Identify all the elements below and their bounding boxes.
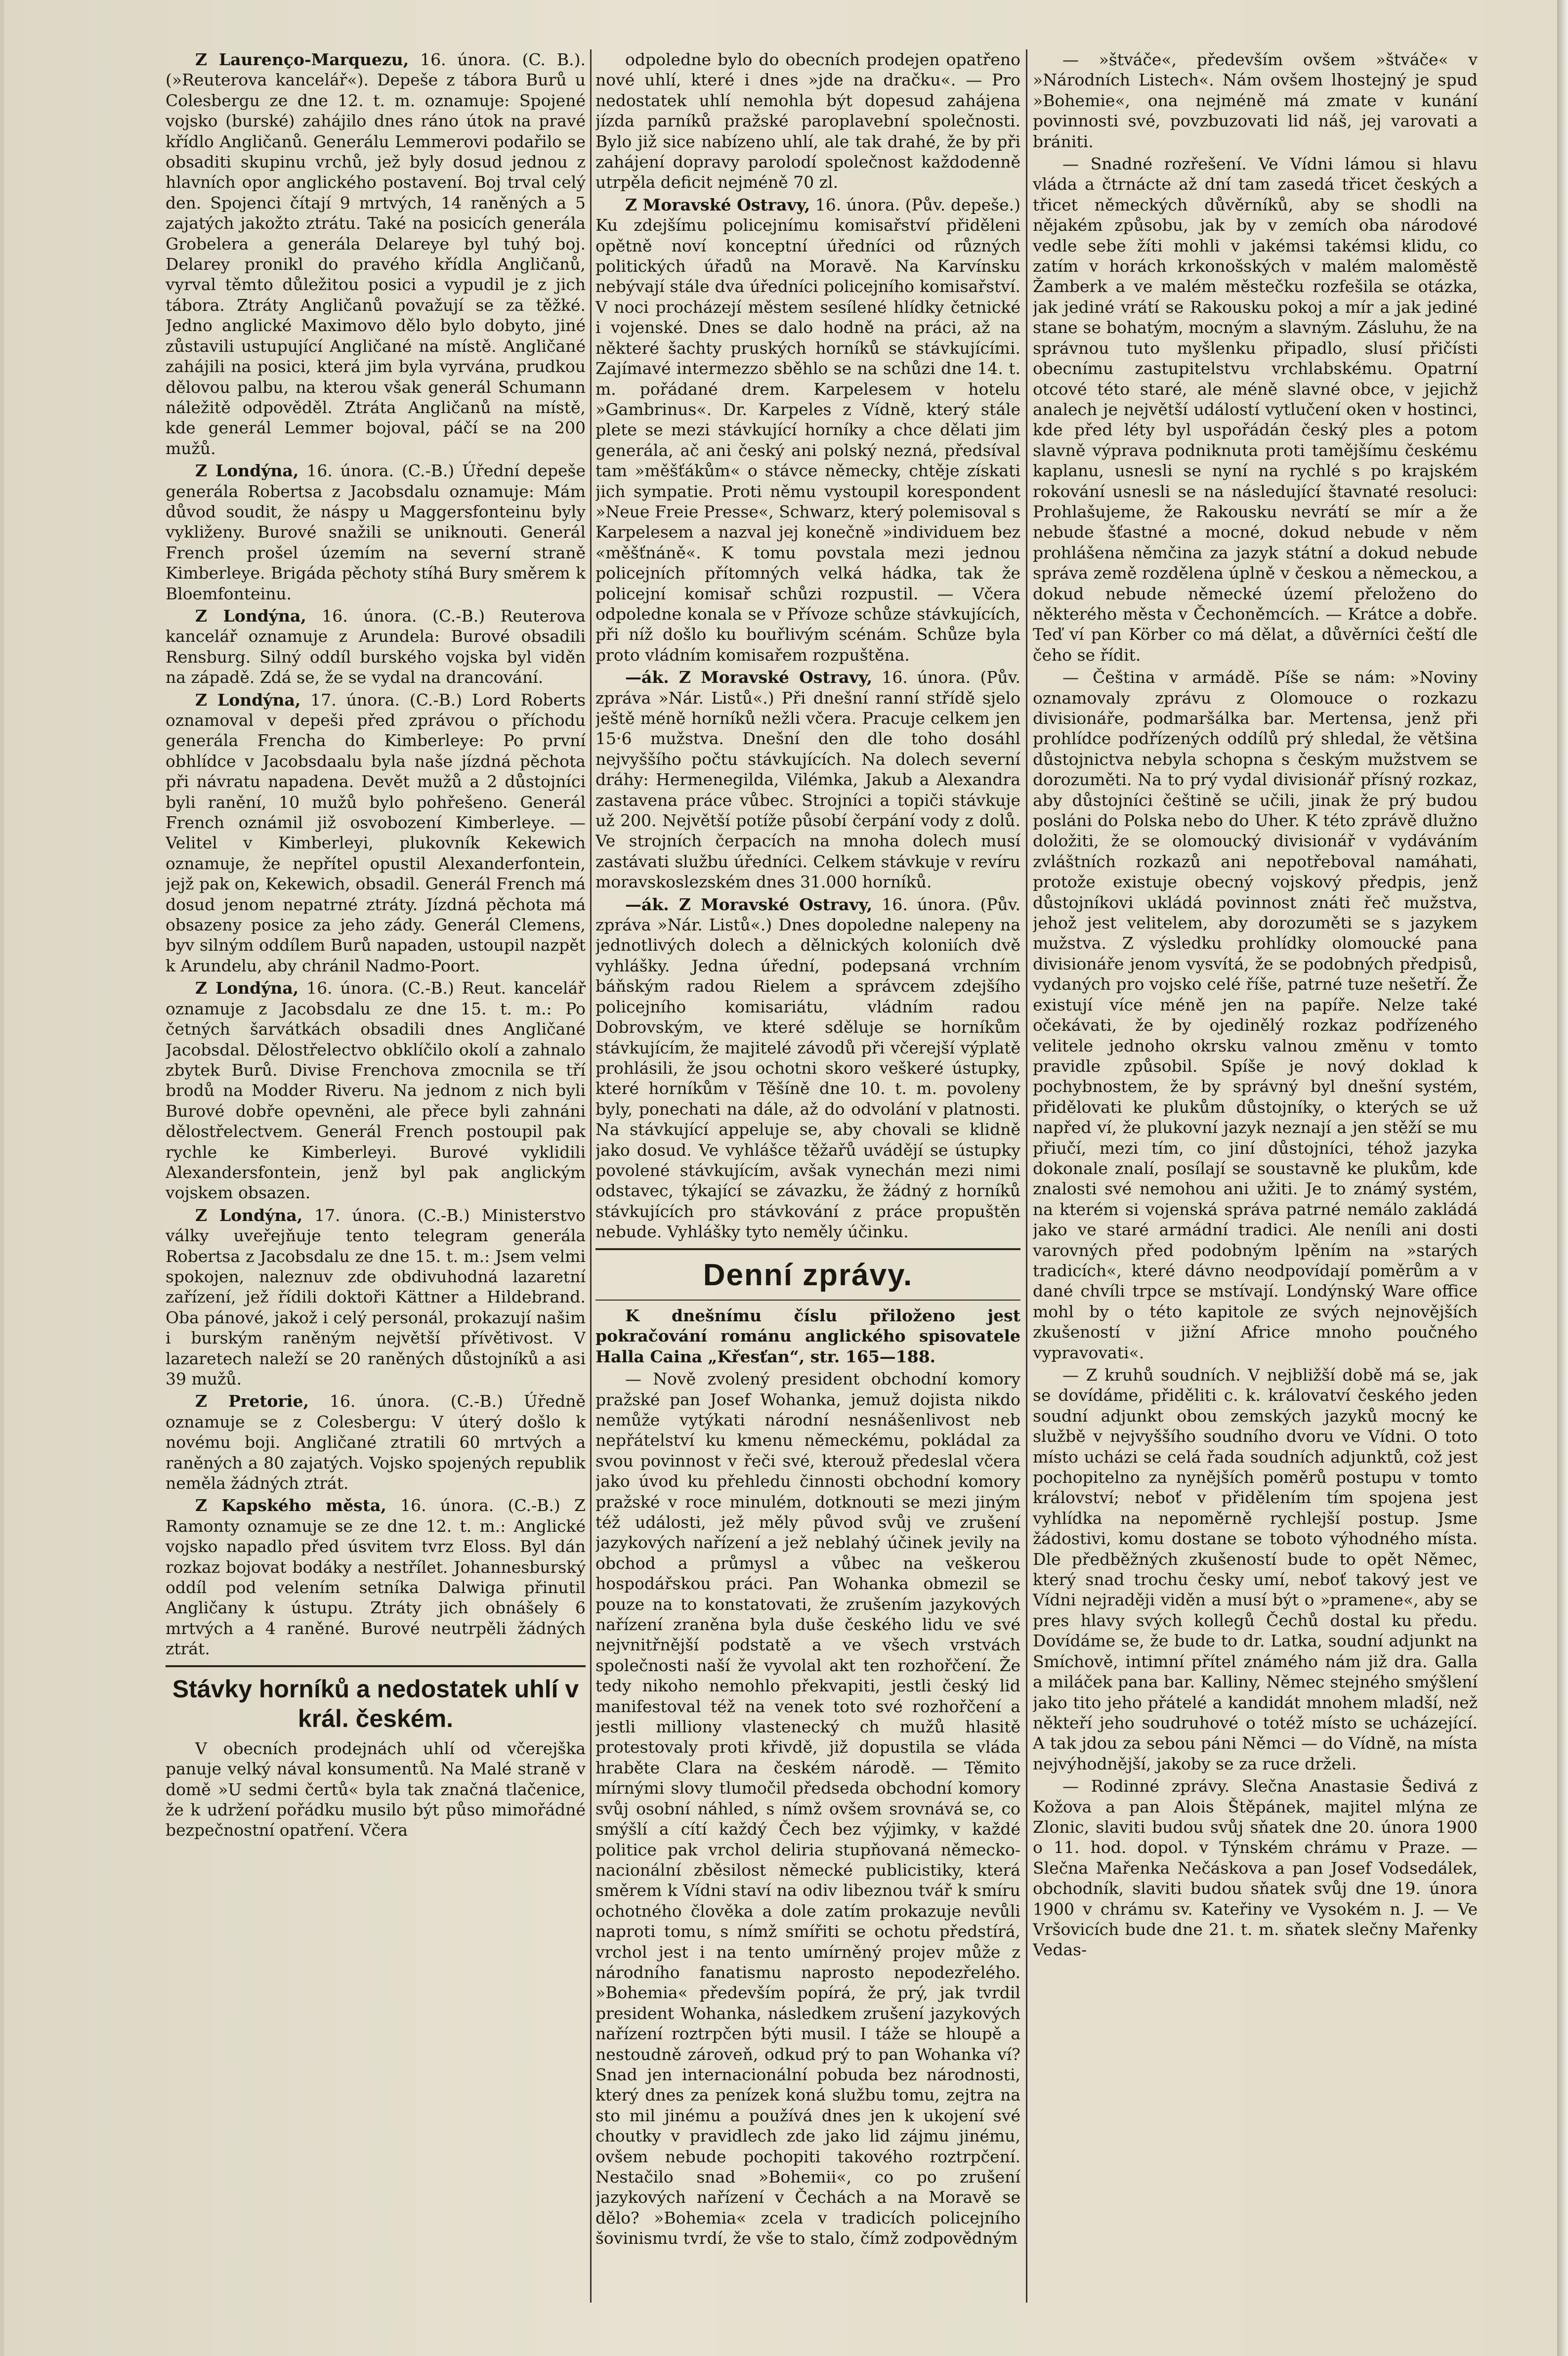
article-date: 16. února. (C.-B.) Reut. (306, 978, 507, 998)
article-date: 16. února. (C.-B.) (322, 606, 485, 626)
dateline: Z Londýna, (195, 690, 301, 710)
dateline: Z Pretorie, (195, 1391, 309, 1411)
article-text: Lord Roberts oznamoval v depeši před zprávou o příchodu generála Frencha do Kimberleye: Po první obhlídce v Jacobsdaalu byla naše jízdná pěchota při návratu napadena. Devět mužů a 2 důstojníci byli ranění, 10 mužů bylo pohřešeno. Generál French oznámil již osvobození Kimberleye. — Velitel v Kimberleyi, plukovník Kekewich oznamuje, že nepřítel opustil Alexanderfontein, jejž pak on, Kekewich, obsadil. Generál French má dosud jenom nepatrné ztráty. Jízdná pěchota má obsazeny posice za jeho zády. Generál Clemens, byv silným oddílem Burů napaden, ustoupil nazpět k Arundelu, aby chránil Nadmo-Poort. (166, 690, 586, 975)
article-text: (Pův. zpráva »Nár. Listů«.) Při dnešní ranní střídě sjelo ještě méně horníků nežli včera. Pracuje celkem jen 15·6 mužstva. Dnešní den dle toho dosáhl nejvyššího počtu stávkujících. Na dolech severní dráhy: Hermenegilda, Vilémka, Jakub a Alexandra zastavena práce vůbec. Strojníci a topiči stávkuje už 200. Největší potíže působí čerpání vody z dolů. Ve strojních čerpacích na mnoha dolech musí zastávati službu úředníci. Celkem stávkuje v revíru moravskoslezském dnes 31.000 horníků. (595, 668, 1020, 892)
page-left-edge (0, 0, 4, 2356)
rodinne-zpravy-article: — Rodinné zprávy. Slečna Anastasie Šedivá z Kožova a pan Alois Štěpánek, majitel mlýna ze Zlonic, slaviti budou svůj sňatek dne 20. února 1900 o 11. hod. dopol. v Týnském chrámu v Praze. — Slečna Mařenka Nečáskova a pan Josef Vodsedálek, obchodník, slaviti budou sňatek svůj dne 19. února 1900 v chrámu sv. Kateřiny ve Vysokém n. J. — Ve Vršovicích bude dne 21. t. m. sňatek slečny Mařenky Vedas- (1033, 1776, 1478, 1960)
column-rule-1 (590, 49, 592, 2303)
article-text: Úředně oznamuje se z Colesbergu: V úterý došlo k novému boji. Angličané ztratili 60 mrtvých a raněných a 80 zajatých. Vojsko spojených republik neměla žádných ztrát. (166, 1391, 586, 1493)
article-date: 16. února. (C.-B.) (400, 1496, 560, 1515)
article-date: 17. února. (C.-B.) (314, 1205, 470, 1225)
article-date: 16. února. (C.-B.) (329, 1391, 503, 1411)
dateline: Z Moravské Ostravy, (625, 195, 810, 214)
column-middle (595, 49, 1020, 2303)
report (595, 195, 1020, 665)
report (595, 894, 1020, 1242)
article (166, 49, 586, 459)
column-left (166, 49, 586, 2303)
snadne-rozreseni-article: — Snadné rozřešení. Ve Vídni lámou si hlavu vláda a čtrnácte až dní tam zasedá třicet českých a třicet německých důvěrníků, aby se shodli na nějakém způsobu, jak by v zemích oba národové vedle sebe žíti mohli v jakémsi takémsi klidu, co zatím v horách krkonošských v malém maloměstě Žamberk a ve malém městečku rozfešila se otázka, jak jediné vrátí se Rakousku pokoj a mír a jak jediné stane se bohatým, mocným a slavným. Zásluhu, že na správnou tuto myšlenku připadlo, slusí přičísti obecnímu zastupitelstvu vrchlabskému. Opatrní otcové této staré, ale méně slavné obce, v jejichž analech je největší událostí vytlučení oken v hostinci, kde před léty byl uspořádán český ples a potom slavně výprava podniknuta proti tamějšímu českému kaplanu, usnesli se nyní na rychlé s po krajském rokování usnesli se na následující štavnaté resoluci: Prohlašujeme, že Rakousku nevrátí se mír a že nebude šťastné a mocné, dokud nebude v něm prohlášena němčina za jazyk státní a dokud nebude správa země rozdělena úplně v českou a německou, a dokud nebude německé území přeloženo do některého města v Čechoněmcích. — Krátce a dobře. Teď ví pan Körber co má dělat, a důvěrníci čeští dle čeho se řídit. (1033, 154, 1478, 665)
page-right-edge (1557, 0, 1568, 2356)
article (166, 690, 586, 976)
dateline: Z Kapského města, (195, 1496, 386, 1515)
article-text: kancelář oznamuje z Jacobsdalu ze dne 15. t. m.: Po četných šarvátkách obsadili dnes Angličané Jacobsdal. Dělostřelectvo obklíčilo okolí a zahnalo zbytek Burů. Divise Frenchova zmocnila se tří brodů na Modder Riveru. Na jednom z nich byli Burové dobře opevněni, ale přece byli zahnáni dělostřelectvem. Generál French postoupil pak rychle ke Kimberleyi. Burové vyklidili Alexandersfontein, jenž byl pak anglickým vojskem obsazen. (166, 978, 586, 1203)
strikes-text: V obecních prodejnách uhlí od včerejška panuje velký nával konsumentů. Na Malé straně v domě »U sedmi čertů« byla tak značná tlačenice, že k udržení pořádku musilo být půso mimořádné bezpečnostní opatření. Včera (166, 1738, 586, 1840)
column-right (1033, 49, 1478, 2303)
section-divider (166, 1665, 586, 1667)
article-date: 17. února. (C.-B.) (310, 690, 463, 710)
section-heading-strikes: Stávky horníků a nedostatek uhlí v král. českém. (172, 1675, 579, 1732)
novel-notice: K dnešnímu číslu přiloženo jest pokračování románu anglického spisovatele Halla Caina „Křesťan“, str. 165—188. (595, 1305, 1020, 1366)
article-date: 16. února. (420, 50, 511, 69)
column-rule-2 (1026, 49, 1027, 2303)
article-text: (C. B.). (»Reuterova kancelář«). Depeše z tábora Burů u Colesbergu ze dne 12. t. m. oznamuje: Spojené vojsko (burské) zahájilo dnes ráno útok na pravé křídlo Angličanů. Generálu Lemmerovi podařilo se obsaditi skupinu vrchů, jež byly dosud jednou z hlavních opor anglického postavení. Boj trval celý den. Spojenci čítají 9 mrtvých, 14 raněných a 5 zajatých jakožto ztrátu. Také na posicích generála Grobelera a generála Delareye byl tuhý boj. Delarey pronikl do pravého křídla Angličanů, vyrval těmto důležitou posici a vypudil je z jich tábora. Ztráty Angličanů považují se za těžké. Jedno anglické Maximovo dělo bylo dobyto, jiné zůstavili ustupující Angličané na místě. Angličané zahájili na posici, která jim byla vyrvána, prudkou dělovou palbu, na kterou však generál Schumann náležitě odpověděl. Ztráta Angličanů na místě, kde generál Lemmer bojoval, páčí se na 200 mužů. (166, 50, 586, 458)
article-text: Ministerstvo války uveřejňuje tento telegram generála Robertsa z Jacobsdalu ze dne 15. t. m.: Jsem velmi spokojen, naleznuv zde obdivuhodná lazaretní zařízení, jež řídili doktoři Kättner a Hildebrand. Oba pánové, jakož i celý personál, prokazují našim i burským raněným největší přívětivost. V lazaretech naleží se 20 raněných důstojníků a asi 39 mužů. (166, 1205, 586, 1388)
article (166, 1495, 586, 1659)
article-text: Reuterova kancelář oznamuje z Arundela: Burové obsadili Rensburg. Silný oddíl burského vojska byl viděn na západě. Zdá se, že se vydal na drancování. (166, 606, 586, 687)
report (595, 667, 1020, 892)
section-divider-thin (595, 1300, 1020, 1301)
article (166, 606, 586, 688)
article-date: 16. února. (882, 894, 971, 914)
article (166, 461, 586, 604)
bohemia-continuation: — »štváče«, především ovšem »štváče« v »Národních Listech«. Nám ovšem lhostejný je spud »Bohemie«, ona nejméně má zmate v kunání povinnosti své, povzbuzovati lid náš, jej varovati a brániti. (1033, 50, 1478, 151)
dateline: —ák. Z Moravské Ostravy, (625, 668, 873, 687)
dateline: Z Londýna, (195, 606, 306, 626)
section-divider (595, 1248, 1020, 1250)
wohanka-article: — Nově zvolený president obchodní komory pražské pan Josef Wohanka, jemuž dojista nikdo nemůže vytýkati národní nesnášenlivost neb nepřátelství ku kmenu německému, pokládal za svou povinnost v řeči své, kterouž předeslal včera jako úvod ku přehledu činnosti obchodní komory pražské v roce minulém, dotknouti se mezi jiným též události, jež měly původ svůj ve zrušení jazykových nařízení a jež neblahý účinek jevily na obchod a průmysl a vůbec na veškerou hospodářskou práci. Pan Wohanka obmezil se pouze na to konstatovati, že zrušením jazykových nařízení zraněna byla duše českého lidu ve své nejvnitřnější podstatě a ve všech vrstvách společnosti naší že vyvolal akt ten rozhořčení. Že tedy nikoho nemohlo překvapiti, jestli český lid manifestoval též na venek toto své rozhořčení a jestli milliony vlastenecký ch mužů hlasitě protestovaly proti křivdě, již dopustila se vláda hraběte Clara na českém národě. — Těmito mírnými slovy tlumočil předseda obchodní komory svůj osobní náhled, s nímž ovšem srovnává se, co smýšlí a cítí každý Čech bez výjimky, v každé politice pak vrchol deliria stupňovaná německo-nacionální zběsilost německé publicistiky, která směrem k Vídni staví na odiv libeznou tvář k smíru ochotného člověka a dole zatím prokazuje nevůli naproti tomu, s nímž smířiti se ochotu předstírá, vrchol jest i na tento umírněný projev může z národního fanatismu naprosto nepodezřelého. »Bohemia« především popírá, že prý, jak tvrdil president Wohanka, následkem zrušení jazykových nařízení roztrpčen býti musil. I táže se hloupě a nestoudně zároveň, odkud prý to pan Wohanka ví? Snad jen internacionální pobuda bez národnosti, který dnes za penízek koná službu tomu, zejtra na sto mil jinému a používá dnes jen k ukojení své choutky v pravidlech zde jako lid zájmu jinému, ovšem nebude pochopiti takového roztrpčení. Nestačilo snad »Bohemii«, co po zrušení jazykových nařízení v Čechách a na Moravě se dělo? »Bohemia« zcela v tradicích policejního šovinismu tvrdí, že vše to stalo, čímž zodpovědným (595, 1369, 1020, 2248)
z-kruhu-soudnich-article: — Z kruhů soudních. V nejbližší době má se, jak se dovídáme, přiděliti c. k. královatví českého jeden soudní adjunkt obou zemských jazyků mocný ke službě v nejvyššího soudního dvoru ve Vídni. O toto místo ucházi se celá řada soudních adjunktů, což jest pochopitelno za nynějších poměrů postupu v tomto království; neboť v přidělením tím spojena jest vyhlídka na nepoměrně rychlejší postup. Jsme žádostivi, komu dostane se toboto výhodného místa. Dle předběžných zkušeností bude to opět Němec, který snad trochu česky umí, neboť takový jest ve Vídni nejraději viděn a musí být o »pramene«, aby se pres hlavy svých kollegů Čechů dostal ku předu. Dovídáme se, že bude to dr. Latka, soudní adjunkt na Smíchově, intimní přítel známého nám již dra. Galla a miláček pana bar. Kalliny, Němec stejného smýšlení jako tito jeho přátelé a kandidát mnohem mladší, než někteří jeho soudruhové o totéž místo se ucházející. A tak jdou za sebou páni Němci — do Vídně, na místa nejvýhodnější, jakoby se za ruce drželi. (1033, 1365, 1478, 1773)
dateline: Z Londýna, (195, 1205, 303, 1225)
article-date: 16. února. (Pův. depeše.) (815, 195, 1020, 214)
article-date: 16. února. (882, 668, 971, 687)
coal-continuation: odpoledne bylo do obecních prodejen opatřeno nové uhlí, které i dnes »jde na dračku«. — Pro nedostatek uhlí nemohla být dopesud zahájena jízda parníků pražské paroplavební společnosti. Bylo již sice nabízeno uhlí, ale tak drahé, že by při zahájení dopravy parolodí společnost každodenně utrpěla deficit nejméně 70 zl. (595, 50, 1020, 192)
article-text: Úřední depeše generála Robertsa z Jacobsdalu oznamuje: Mám důvod soudit, že náspy u Maggersfonteinu byly vykliženy. Burové snažili se uniknouti. Generál French prošel územím na severní straně Kimberleye. Brigáda pěchoty stíhá Bury směrem k Bloemfonteinu. (166, 461, 586, 603)
article (166, 1205, 586, 1389)
article-text: (Pův. zpráva »Nár. Listů«.) Dnes dopoledne nalepeny na jednotlivých dolech a dělnických koloniích dvě vyhlášky. Jedna úřední, podepsaná vrchním báňským radou Rielem a správcem zdejšího policejního komisariátu, vládním radou Dobrovským, ve které sděluje se horníkům stávkujícím, že majitelé závodů při včerejší výplatě prohlásili, že jsou ochotni skoro veškeré ústupky, které horníkům v Těšíně dne 10. t. m. povoleny byly, ponechati na dále, až do odvolání v platnosti. Na stávkující appeluje se, aby chovali se klidně jako dosud. Ve vyhlášce těžařů uvádějí se ústupky povolené stávkujícím, avšak vynechán mezi nimi odstavec, týkající se závazku, že žádný z horníků stávkujících pro stávkování z práce propuštěn nebude. Vyhlášky tyto neměly účinku. (595, 894, 1020, 1242)
article-date: 16. února. (C.-B.) (306, 461, 455, 481)
article-text: Ku zdejšímu policejnímu komisařství přiděleni opětně noví konceptní úředníci od různých politických úřadů na Moravě. Na Karvínsku nebývají stále dva úředníci policejního komisařství. V noci procházejí městem sesílené hlídky četnické i vojenské. Dnes se dalo hodně na práci, až na některé šachty pruských horníků se stávkujícími. Zajímavé intermezzo sběhlo se na schůzi dne 14. t. m. pořádané drem. Karpelesem v hotelu »Gambrinus«. Dr. Karpeles z Vídně, který stále plete se mezi stávkující horníky a chce dělati jim generála, ač ani český ani polský nezná, předsíval tam »měšťákům« o stávce německy, chtěje získati jich sympatie. Proti němu vystoupil korespondent »Neue Freie Presse«, Schwarz, který polemisoval s Karpelesem a nazval jej konečně »individuem bez «měšťnáně«. K tomu povstala mezi jednou policejních přítomných velká hádka, tak že policejní komisař schůzi rozpustil. — Včera odpoledne konala se v Přívoze schůze stávkujících, při níž došlo ku bouřlivým scénám. Schůze byla proto vládním komisařem rozpuštěna. (595, 215, 1020, 665)
article (166, 1391, 586, 1493)
dateline: —ák. Z Moravské Ostravy, (625, 894, 873, 914)
article-text: Z Ramonty oznamuje se ze dne 12. t. m.: Anglické vojsko napadlo před úsvitem tvrz Eloss. Byl dán rozkaz bojovat bodáky a nestřílet. Johannesburský oddíl pod velením setníka Dalwiga přinutil Angličany k ústupu. Ztráty jich obnášely 6 mrtvých a 4 raněné. Burové neutrpěli žádných ztrát. (166, 1496, 586, 1659)
dateline: Z Laurenço-Marquezu, (195, 50, 409, 69)
cestina-v-armade-article: — Čeština v armádě. Píše se nám: »Noviny oznamovaly zprávu z Olomouce o rozkazu divisionáře, podmaršálka bar. Mertensa, jenž při prohlídce podřízených oddílů prý shledal, že většina důstojnictva nebyla schopna s českým mužstvem se dorozuměti. Na to prý vydal divisionář přísný rozkaz, aby důstojníci češtině se učili, jinak že prý budou posláni do Polska nebo do Uher. K této zprávě dlužno doložiti, že se olomoucký divisionář v vydáváním zvláštních rozkazů ani nepotřeboval namáhati, protože existuje obecný vojskový předpis, jenž důstojníkovi ukládá povinnost znáti řeč mužstva, jehož jest velitelem, aby dorozuměti se s jazykem mužstva. Z výsledku prohlídky olomoucké pana divisionáře jenom vysvítá, že se podobných předpisů, vydaných pro vojsko celé říše, patrné tuze nešetří. Že existují více méně jen na papíře. Nelze také očekávati, že by ojedinělý rozkaz podřízeného velitele jednoho okrsku valnou změnu v tomto pravidle způsobil. Spíše je nový doklad k pochybnostem, že by správný byl dnešní systém, přidělovati ke plukům důstojníky, o kterých se už napřed ví, že plukovní jazyk neznají a jen stěží se mu přiučí, mezi tím, co jiní důstojníci, téhož jazyka dokonale znalí, posílají se soustavně ke plukům, kde znalosti své nemohou ani užiti. Je to známý systém, na kterém si vojenská správa patrné nemálo zakládá jako ve staré armádní tradici. Ale neníli ani dosti varovných před podobným lpěním na »starých tradicích«, které dávno neodpovídají poměrům a v dané chvíli trpce se mstívají. Londýnský Ware office mohl by o této kapitole ze svých nejnovějších zkušeností v jižní Africe mnoho poučného vypravovati«. (1033, 668, 1478, 1362)
dateline: Z Londýna, (195, 978, 299, 998)
article (166, 978, 586, 1203)
section-heading-daily-news: Denní zprávy. (703, 1258, 913, 1292)
dateline: Z Londýna, (195, 461, 299, 481)
